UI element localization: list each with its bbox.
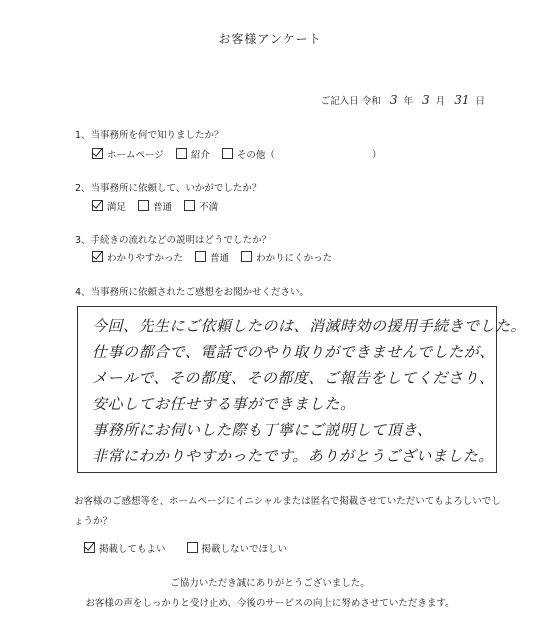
date-month-suffix: 月 <box>435 96 446 107</box>
question-2-options <box>92 199 227 213</box>
answer-line: 仕事の都合で、電話でのやり取りができませんでしたが、 <box>92 343 495 361</box>
question-3: 3、手続きの流れなどの説明はどうでしたか？ <box>75 235 272 246</box>
q3-option-hard[interactable]: わかりにくかった <box>241 250 332 264</box>
checkbox[interactable] <box>195 251 206 262</box>
page-title: お客様アンケート <box>218 32 322 46</box>
question-3-options <box>92 250 341 264</box>
other-close-paren: ） <box>372 150 382 161</box>
checkbox[interactable] <box>187 542 198 553</box>
date-era: 令和 <box>361 96 381 107</box>
closing-thanks: ご協力いただき誠にありがとうございました。 <box>170 578 370 589</box>
date-day-value: 31 <box>454 93 470 107</box>
checkbox[interactable] <box>138 200 149 211</box>
q2-option-satisfied[interactable]: 満足 <box>92 199 126 213</box>
consent-option-no[interactable]: 掲載しないでほしい <box>187 541 288 555</box>
date-month-value: 3 <box>422 93 430 107</box>
q3-option-easy[interactable]: わかりやすかった <box>92 250 183 264</box>
q1-option-referral[interactable]: 紹介 <box>176 147 210 161</box>
answer-line: 安心してお任せする事ができました。 <box>92 395 356 413</box>
answer-line: 非常にわかりやすかったです。ありがとうございました。 <box>92 447 494 465</box>
consent-option-ok[interactable]: 掲載してもよい <box>84 541 166 555</box>
q2-option-dissatisfied[interactable]: 不満 <box>184 199 218 213</box>
checkbox[interactable] <box>176 148 187 159</box>
date-year-value: 3 <box>389 93 398 107</box>
question-2: 2、当事務所に依頼して、いかがでしたか？ <box>75 183 262 194</box>
q1-option-homepage[interactable]: ホームページ <box>92 147 164 161</box>
checkbox[interactable] <box>184 200 195 211</box>
q2-option-normal[interactable]: 普通 <box>138 199 172 213</box>
answer-line: 今回、先生にご依頼したのは、消滅時効の援用手続きでした。 <box>92 317 527 335</box>
q1-option-other[interactable]: その他（ <box>222 147 275 161</box>
answer-line: メールで、その都度、その都度、ご報告をしてくださり、 <box>92 369 495 387</box>
question-1: 1、当事務所を何で知りましたか？ <box>75 130 224 141</box>
date-year-suffix: 年 <box>403 96 413 107</box>
question-1-options <box>92 147 284 161</box>
answer-line: 事務所にお伺いした際も丁寧にご説明して頂き、 <box>92 421 433 439</box>
checkbox[interactable] <box>241 251 252 262</box>
checkbox[interactable] <box>92 200 103 211</box>
consent-question: お客様のご感想等を、ホームページにイニシャルまたは匿名で掲載させていただいてもよろしいでしょうか？ <box>74 496 501 527</box>
date-day-suffix: 日 <box>475 96 485 107</box>
checkbox[interactable] <box>92 251 103 262</box>
checkbox[interactable] <box>92 148 103 159</box>
question-4: 4、当事務所に依頼されたご感想をお聞かせください。 <box>75 287 310 298</box>
fill-date <box>321 93 485 107</box>
checkbox[interactable] <box>222 148 233 159</box>
closing-message: お客様の声をしっかりと受け止め、今後のサービスの向上に努めさせていただきます。 <box>85 598 455 609</box>
q3-option-normal[interactable]: 普通 <box>195 250 229 264</box>
date-label: ご記入日 <box>320 96 359 107</box>
checkbox[interactable] <box>84 542 95 553</box>
consent-options <box>84 541 296 555</box>
